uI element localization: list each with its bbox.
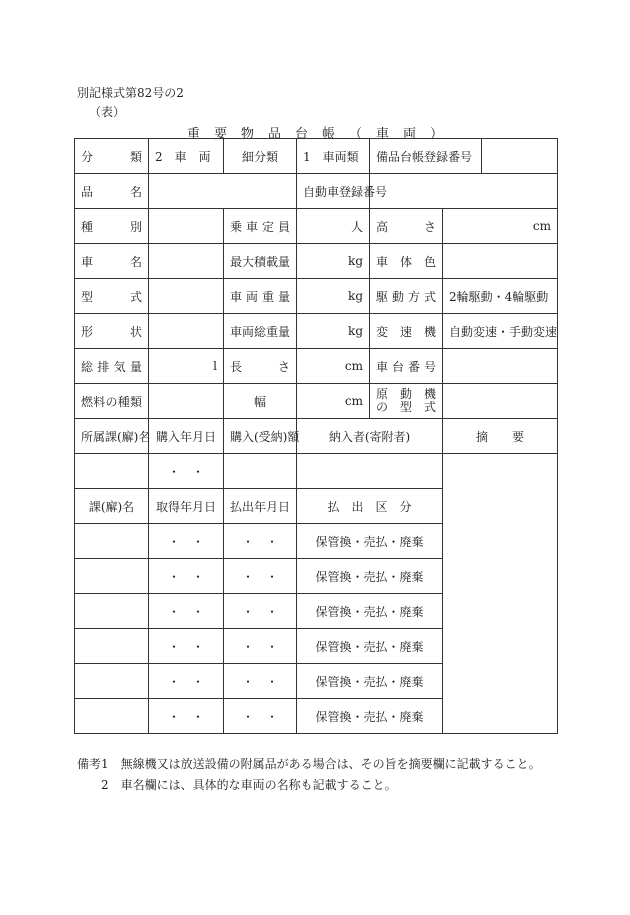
disbursement-category-cell[interactable]: 保管換・売払・廃棄 <box>297 594 443 629</box>
disbursed-date-header: 払出年月日 <box>224 489 297 524</box>
supplier-header: 納入者(寄附者) <box>297 419 443 454</box>
vehicle-registration-value[interactable] <box>370 174 558 209</box>
spec-row <box>75 244 558 279</box>
ledger-title: 重要物品台帳（車両） <box>186 127 457 142</box>
registry-number-value[interactable] <box>482 139 558 174</box>
ledger-table <box>74 138 558 734</box>
disbursed-date-cell[interactable]: ・ ・ <box>224 629 297 664</box>
acquired-date-cell[interactable]: ・ ・ <box>149 594 224 629</box>
classification-row <box>75 139 558 174</box>
spec-label-2: 車両総重量 <box>224 314 297 349</box>
disposal-dept-cell[interactable] <box>75 629 149 664</box>
width-value[interactable]: cm <box>297 384 370 419</box>
disposal-dept-cell[interactable] <box>75 594 149 629</box>
purchase-header-row <box>75 419 558 454</box>
engine-type-label-line2: の 型 式 <box>376 400 437 414</box>
purchase-date-cell[interactable]: ・ ・ <box>149 454 224 489</box>
fuel-row <box>75 384 558 419</box>
form-number-label: 別記様式第82号の2 <box>77 86 184 100</box>
disbursed-date-cell[interactable]: ・ ・ <box>224 559 297 594</box>
purchase-date-header: 購入年月日 <box>149 419 224 454</box>
disposal-dept-cell[interactable] <box>75 559 149 594</box>
spec-label-3: 変速機 <box>370 314 443 349</box>
acquired-date-cell[interactable]: ・ ・ <box>149 664 224 699</box>
fuel-type-label: 燃料の種類 <box>75 384 149 419</box>
spec-row <box>75 279 558 314</box>
purchase-amount-header: 購入(受納)額 <box>224 419 297 454</box>
remark-1: 備考1 無線機又は放送設備の附属品がある場合は、その旨を摘要欄に記載すること。 <box>77 757 541 771</box>
summary-header: 摘 要 <box>443 419 558 454</box>
spec-value-3[interactable]: cm <box>443 209 558 244</box>
disposal-dept-cell[interactable] <box>75 664 149 699</box>
spec-label-2: 長 さ <box>224 349 297 384</box>
spec-value-1[interactable] <box>149 279 224 314</box>
supplier-cell[interactable] <box>297 454 443 489</box>
purchase-dept-cell[interactable] <box>75 454 149 489</box>
spec-value-2[interactable]: 人 <box>297 209 370 244</box>
spec-label-1: 型 式 <box>75 279 149 314</box>
spec-label-2: 車両重量 <box>224 279 297 314</box>
disbursement-category-cell[interactable]: 保管換・売払・廃棄 <box>297 699 443 734</box>
item-name-label: 品 名 <box>75 174 149 209</box>
side-indicator: （表） <box>89 105 126 119</box>
remark-2: 2 車名欄には、具体的な車両の名称も記載すること。 <box>101 778 397 792</box>
engine-type-value[interactable] <box>443 384 558 419</box>
disbursed-date-cell[interactable]: ・ ・ <box>224 664 297 699</box>
spec-label-1: 種 別 <box>75 209 149 244</box>
disbursement-category-cell[interactable]: 保管換・売払・廃棄 <box>297 524 443 559</box>
item-name-row <box>75 174 558 209</box>
spec-value-2[interactable]: kg <box>297 279 370 314</box>
spec-label-3: 車台番号 <box>370 349 443 384</box>
fuel-type-value[interactable] <box>149 384 224 419</box>
purchase-dept-header: 所属課(廨)名 <box>75 419 149 454</box>
disbursement-category-cell[interactable]: 保管換・売払・廃棄 <box>297 664 443 699</box>
spec-label-2: 最大積載量 <box>224 244 297 279</box>
acquired-date-cell[interactable]: ・ ・ <box>149 699 224 734</box>
spec-label-3: 高 さ <box>370 209 443 244</box>
drive-type-options[interactable]: 2輪駆動・4輪駆動 <box>443 279 558 314</box>
spec-value-3[interactable] <box>443 349 558 384</box>
transmission-options[interactable]: 自動変速・手動変速 <box>443 314 558 349</box>
summary-cell[interactable] <box>443 454 558 734</box>
item-name-value[interactable] <box>149 174 297 209</box>
disbursed-date-cell[interactable]: ・ ・ <box>224 594 297 629</box>
acquired-date-cell[interactable]: ・ ・ <box>149 629 224 664</box>
spec-value-3[interactable] <box>443 244 558 279</box>
disbursement-category-cell[interactable]: 保管換・売払・廃棄 <box>297 559 443 594</box>
spec-value-1[interactable]: l <box>149 349 224 384</box>
subclassification-value[interactable]: 1 車両類 <box>297 139 370 174</box>
acquired-date-cell[interactable]: ・ ・ <box>149 559 224 594</box>
disposal-dept-header: 課(廨)名 <box>75 489 149 524</box>
width-label: 幅 <box>224 384 297 419</box>
acquired-date-cell[interactable]: ・ ・ <box>149 524 224 559</box>
disbursement-category-header: 払 出 区 分 <box>297 489 443 524</box>
classification-label: 分 類 <box>75 139 149 174</box>
classification-value[interactable]: 2 車 両 <box>149 139 224 174</box>
disposal-dept-cell[interactable] <box>75 699 149 734</box>
spec-label-2: 乗車定員 <box>224 209 297 244</box>
spec-row <box>75 209 558 244</box>
subclassification-label: 細分類 <box>224 139 297 174</box>
disbursement-category-cell[interactable]: 保管換・売払・廃棄 <box>297 629 443 664</box>
spec-label-1: 形 状 <box>75 314 149 349</box>
engine-type-label-line1: 原 動 機 <box>376 387 437 401</box>
spec-label-3: 駆動方式 <box>370 279 443 314</box>
spec-label-1: 総排気量 <box>75 349 149 384</box>
spec-label-3: 車体色 <box>370 244 443 279</box>
engine-type-label <box>370 384 443 419</box>
spec-value-1[interactable] <box>149 244 224 279</box>
vehicle-registration-label: 自動車登録番号 <box>297 174 370 209</box>
spec-value-2[interactable]: cm <box>297 349 370 384</box>
disposal-dept-cell[interactable] <box>75 524 149 559</box>
spec-row <box>75 314 558 349</box>
spec-row <box>75 349 558 384</box>
spec-value-2[interactable]: kg <box>297 314 370 349</box>
disbursed-date-cell[interactable]: ・ ・ <box>224 524 297 559</box>
spec-value-2[interactable]: kg <box>297 244 370 279</box>
registry-number-label: 備品台帳登録番号 <box>370 139 482 174</box>
purchase-data-row <box>75 454 558 489</box>
spec-value-1[interactable] <box>149 314 224 349</box>
disbursed-date-cell[interactable]: ・ ・ <box>224 699 297 734</box>
spec-label-1: 車 名 <box>75 244 149 279</box>
acquired-date-header: 取得年月日 <box>149 489 224 524</box>
purchase-amount-cell[interactable] <box>224 454 297 489</box>
spec-value-1[interactable] <box>149 209 224 244</box>
